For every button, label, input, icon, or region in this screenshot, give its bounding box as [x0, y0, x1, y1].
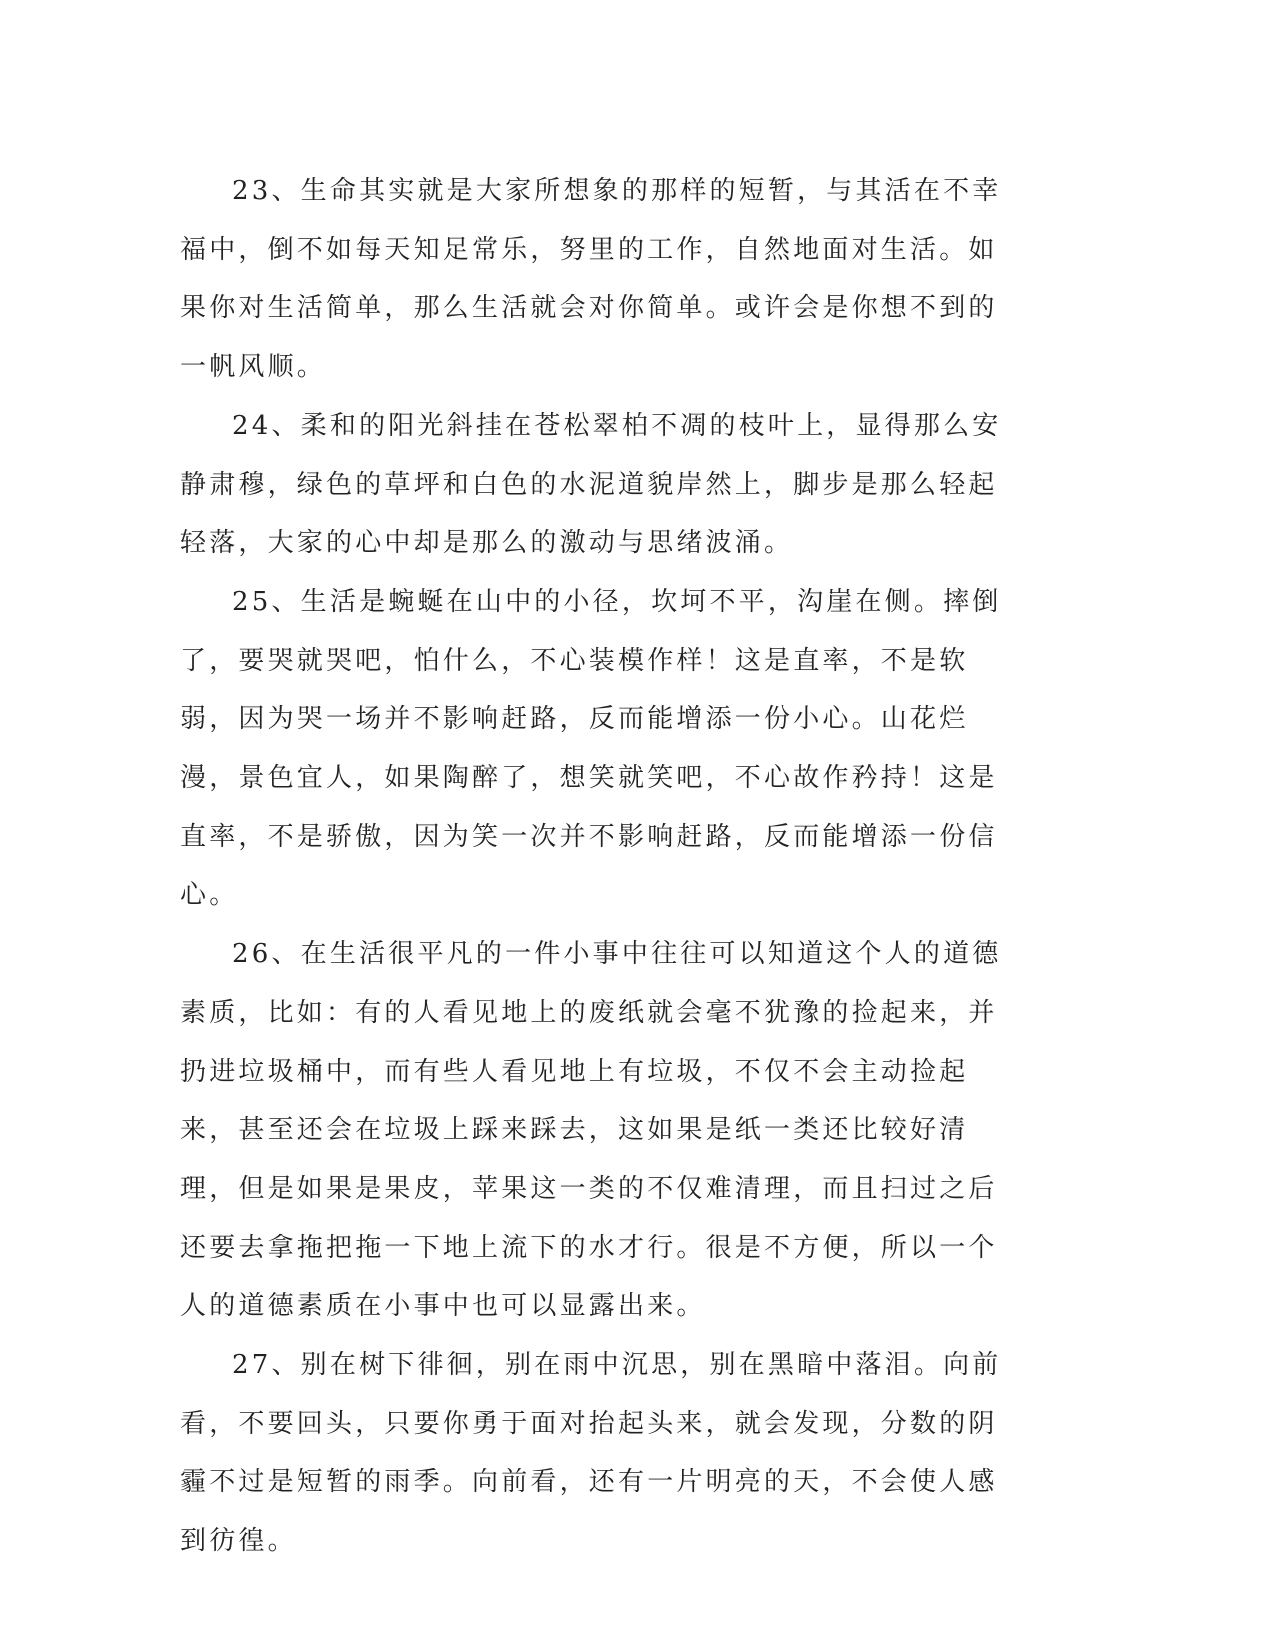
paragraph-24: 24、柔和的阳光斜挂在苍松翠柏不凋的枝叶上，显得那么安静肃穆，绿色的草坪和白色的水泥道貌岸然上，脚步是那么轻起轻落，大家的心中却是那么的激动与思绪波涌。	[180, 410, 1002, 559]
paragraph-23: 23、生命其实就是大家所想象的那样的短暂，与其活在不幸福中，倒不如每天知足常乐，努里的工作，自然地面对生活。如果你对生活简单，那么生活就会对你简单。或许会是你想不到的一帆风顺。	[180, 176, 1002, 383]
paragraph-26: 26、在生活很平凡的一件小事中往往可以知道这个人的道德素质，比如：有的人看见地上的废纸就会毫不犹豫的捡起来，并扔进垃圾桶中，而有些人看见地上有垃圾，不仅不会主动捡起来，甚至还会在垃圾上踩来踩去，这如果是纸一类还比较好清理，但是如果是果皮，苹果这一类的不仅难清理，而且扫过之后还要去拿拖把拖一下地上流下的水才行。很是不方便，所以一个人的道德素质在小事中也可以显露出来。	[180, 939, 1002, 1322]
paragraph-27: 27、别在树下徘徊，别在雨中沉思，别在黑暗中落泪。向前看，不要回头，只要你勇于面对抬起头来，就会发现，分数的阴霾不过是短暂的雨季。向前看，还有一片明亮的天，不会使人感到彷徨。	[180, 1350, 1002, 1557]
paragraph-25: 25、生活是蜿蜒在山中的小径，坎坷不平，沟崖在侧。摔倒了，要哭就哭吧，怕什么，不心装模作样！这是直率，不是软弱，因为哭一场并不影响赶路，反而能增添一份小心。山花烂漫，景色宜人，如果陶醉了，想笑就笑吧，不心故作矜持！这是直率，不是骄傲，因为笑一次并不影响赶路，反而能增添一份信心。	[180, 586, 1002, 911]
document-body	[180, 162, 1025, 1571]
